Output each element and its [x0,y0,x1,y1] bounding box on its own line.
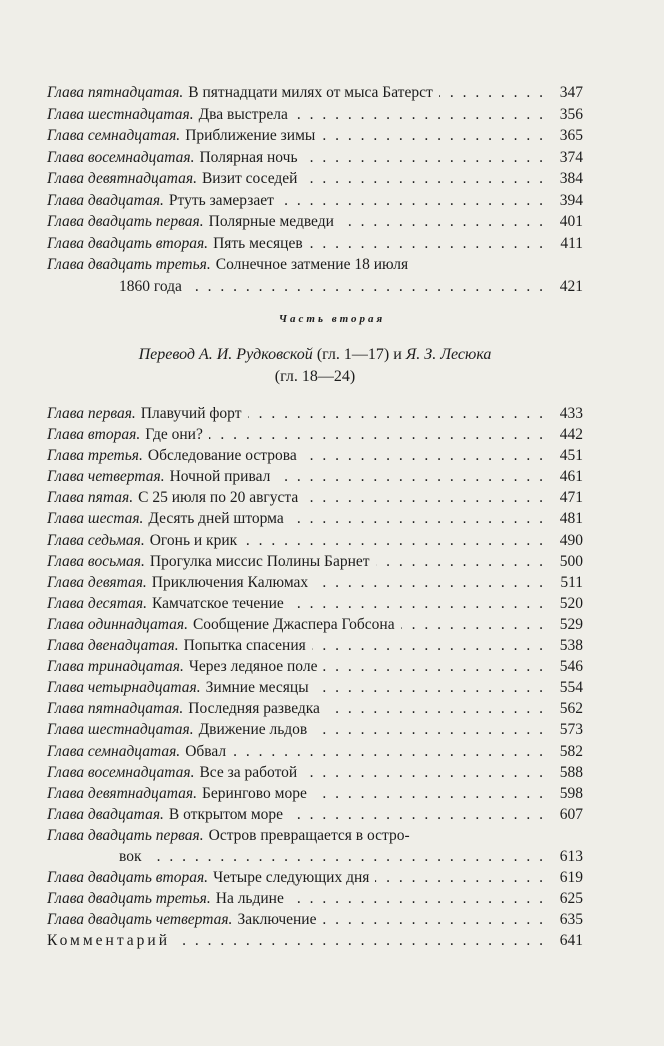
dot-leader [309,233,543,255]
chapter-label: Глава семнадцатая. [47,742,181,760]
toc-entry [47,677,583,698]
dot-leader [148,846,544,867]
dot-leader [276,466,543,487]
toc-entry [47,233,583,255]
page-number: 451 [559,447,583,465]
toc-entry [47,551,583,572]
toc-entry [47,508,583,529]
page-number: 490 [559,531,583,549]
translator-2-range: (гл. 18—24) [274,368,356,385]
chapter-label: Глава двадцать третья. [47,256,211,273]
dot-leader [439,82,543,104]
page-number: 511 [560,573,583,591]
chapter-title: Последняя разведка [188,700,320,718]
dot-leader [321,125,543,147]
chapter-title: Обследование острова [147,447,297,465]
chapter-label: Глава девятнадцатая. [47,170,197,187]
part-two-heading: Часть вторая [278,313,386,325]
chapter-title: Четыре следующих дня [213,869,370,887]
dot-leader [243,530,543,551]
dot-leader [290,888,543,909]
chapter-title: Приключения Калюмах [151,573,309,591]
chapter-title: Заключение [237,911,317,929]
page-number: 347 [559,84,583,101]
chapter-label: Глава седьмая. [47,531,145,549]
chapter-title: Пять месяцев [213,234,303,252]
chapter-title: Прогулка миссис Полины Барнет [149,552,370,570]
translator-1: Перевод А. И. Рудковской [138,346,313,363]
dot-leader [326,698,543,719]
dot-leader [209,424,543,445]
chapter-title: Ночной привал [169,468,271,486]
dot-leader [188,276,543,298]
chapter-title: В пятнадцати милях от мыса Батерст [188,84,433,101]
page-number: 562 [559,700,583,718]
translator-1-range: (гл. 1—17) [316,346,390,363]
toc-entry [47,635,583,656]
page-number: 461 [559,468,583,486]
page-number: 554 [559,679,583,697]
page-number: 529 [559,615,583,633]
toc-entry [47,719,583,740]
dot-leader [315,677,543,698]
chapter-label: Глава четырнадцатая. [47,679,201,697]
page-number: 607 [559,805,583,823]
dot-leader [314,572,543,593]
toc-entry-line [47,825,583,846]
chapter-label: Глава двадцать вторая. [47,869,209,887]
page-number: 538 [559,637,583,655]
chapter-label: Глава семнадцатая. [47,127,181,144]
chapter-label: Глава первая. [47,405,136,422]
dot-leader [303,762,543,783]
toc-entry [47,888,583,909]
toc-entry-continuation [47,846,583,867]
page-number: 481 [559,510,583,528]
page-number: 471 [559,489,583,507]
chapter-label: Глава тринадцатая. [47,658,184,676]
toc-entry [47,867,583,888]
chapter-title: Где они? [145,426,203,444]
page-number: 573 [559,721,583,739]
toc-entry [47,783,583,804]
page-number: 421 [559,277,583,295]
page-number: 582 [559,742,583,760]
chapter-title: Все за работой [199,763,298,781]
page-number: 433 [559,405,583,422]
page-number: 598 [559,784,583,802]
page-number: 619 [559,869,583,887]
dot-leader [290,593,543,614]
page-number: 401 [559,213,583,230]
chapter-label: Глава девятнадцатая. [47,784,197,802]
chapter-label: Глава девятая. [47,573,147,591]
page-number: 384 [559,170,583,187]
page-number: 394 [559,191,583,209]
chapter-title: Приближение зимы [185,127,316,144]
page-number: 613 [559,847,583,865]
page-number: 356 [559,105,583,123]
toc-entry [47,656,583,677]
toc-entry [47,403,583,424]
translator-credits [47,344,583,388]
page-number: 520 [559,594,583,612]
toc-entry [47,168,583,190]
toc-entry-continuation [47,276,583,298]
toc-entry [47,572,583,593]
dot-leader [290,508,543,529]
toc-entry [47,909,583,930]
toc-entry [47,104,583,126]
chapter-label: Глава двадцать третья. [47,890,211,908]
chapter-label: Глава пятнадцатая. [47,84,184,101]
toc-entry-line [47,254,583,276]
dot-leader [289,804,543,825]
dot-leader [303,168,543,190]
toc-entry [47,466,583,487]
chapter-title: Остров превращается в остро- [208,826,410,844]
toc-entry [47,445,583,466]
dot-leader [176,930,543,951]
toc-entry [47,593,583,614]
chapter-label: Глава десятая. [47,594,147,612]
chapter-title: Два выстрела [198,105,288,123]
chapter-title: В открытом море [168,805,284,823]
chapter-label: Глава четвертая. [47,468,165,486]
chapter-label: Глава двадцать вторая. [47,234,209,252]
chapter-title: Зимние месяцы [205,679,309,697]
chapter-title: Десять дней шторма [148,510,284,528]
commentary-title: Комментарий [47,932,170,950]
chapter-title: Попытка спасения [183,637,306,655]
chapter-title: Обвал [185,742,227,760]
chapter-title-cont: вок [119,847,142,865]
chapter-label: Глава двадцать четвертая. [47,911,233,929]
page-number: 500 [559,552,583,570]
chapter-label: Глава шестнадцатая. [47,105,194,123]
page-number: 641 [559,932,583,950]
toc-entry [47,614,583,635]
chapter-title-cont: 1860 года [119,277,182,295]
toc-entry [47,741,583,762]
dot-leader [280,190,543,212]
page-number: 546 [559,658,583,676]
chapter-label: Глава третья. [47,447,143,465]
page-number: 411 [560,234,583,252]
page-number: 374 [559,148,583,166]
dot-leader [401,614,543,635]
chapter-title: Ртуть замерзает [168,191,274,209]
chapter-label: Глава шестая. [47,510,144,528]
toc-entry [47,804,583,825]
toc-part-one [47,82,583,297]
dot-leader [248,403,543,424]
dot-leader [323,656,543,677]
chapter-title: Берингово море [201,784,307,802]
chapter-label: Глава пятая. [47,489,134,507]
translator-2: Я. З. Лесюка [405,346,492,363]
dot-leader [375,867,543,888]
chapter-title: С 25 июля по 20 августа [138,489,299,507]
toc-entry [47,424,583,445]
dot-leader [312,635,543,656]
chapter-title: Движение льдов [198,721,308,739]
page-number: 588 [559,763,583,781]
chapter-label: Глава двадцатая. [47,805,164,823]
chapter-title: Камчатское течение [151,594,284,612]
toc-entry [47,211,583,233]
chapter-title: Полярная ночь [199,148,298,166]
chapter-label: Глава двадцать первая. [47,213,204,230]
chapter-label: Глава двадцать первая. [47,826,204,844]
chapter-label: Глава шестнадцатая. [47,721,194,739]
dot-leader [232,741,543,762]
toc-entry [47,147,583,169]
toc-entry [47,125,583,147]
chapter-title: На льдине [215,890,284,908]
toc-entry-commentary [47,930,583,951]
toc-entry [47,487,583,508]
conjunction: и [393,346,402,363]
entry-text [47,825,410,846]
dot-leader [294,104,543,126]
dot-leader [322,909,543,930]
chapter-title: Солнечное затмение 18 июля [215,256,409,273]
chapter-label: Глава одиннадцатая. [47,615,188,633]
page-number: 625 [559,890,583,908]
toc-entry [47,190,583,212]
page-number: 442 [559,426,583,444]
dot-leader [303,445,543,466]
toc-entry [47,762,583,783]
chapter-title: Сообщение Джаспера Гобсона [192,615,395,633]
chapter-title: Полярные медведи [208,213,334,230]
chapter-label: Глава вторая. [47,426,141,444]
dot-leader [376,551,543,572]
toc-part-two [47,403,583,951]
chapter-label: Глава двадцатая. [47,191,164,209]
chapter-label: Глава восемнадцатая. [47,148,195,166]
chapter-title: Визит соседей [201,170,298,187]
toc-entry [47,530,583,551]
chapter-title: Огонь и крик [149,531,238,549]
chapter-label: Глава двенадцатая. [47,637,179,655]
chapter-label: Глава пятнадцатая. [47,700,184,718]
page-number: 365 [559,127,583,144]
chapter-label: Глава восьмая. [47,552,145,570]
chapter-title: Через ледяное поле [188,658,318,676]
page-number: 635 [559,911,583,929]
dot-leader [313,783,543,804]
toc-entry [47,82,583,104]
dot-leader [304,147,543,169]
chapter-label: Глава восемнадцатая. [47,763,195,781]
dot-leader [313,719,543,740]
dot-leader [304,487,543,508]
toc-entry [47,698,583,719]
dot-leader [340,211,543,233]
chapter-title: Плавучий форт [140,405,242,422]
entry-text [47,254,408,276]
